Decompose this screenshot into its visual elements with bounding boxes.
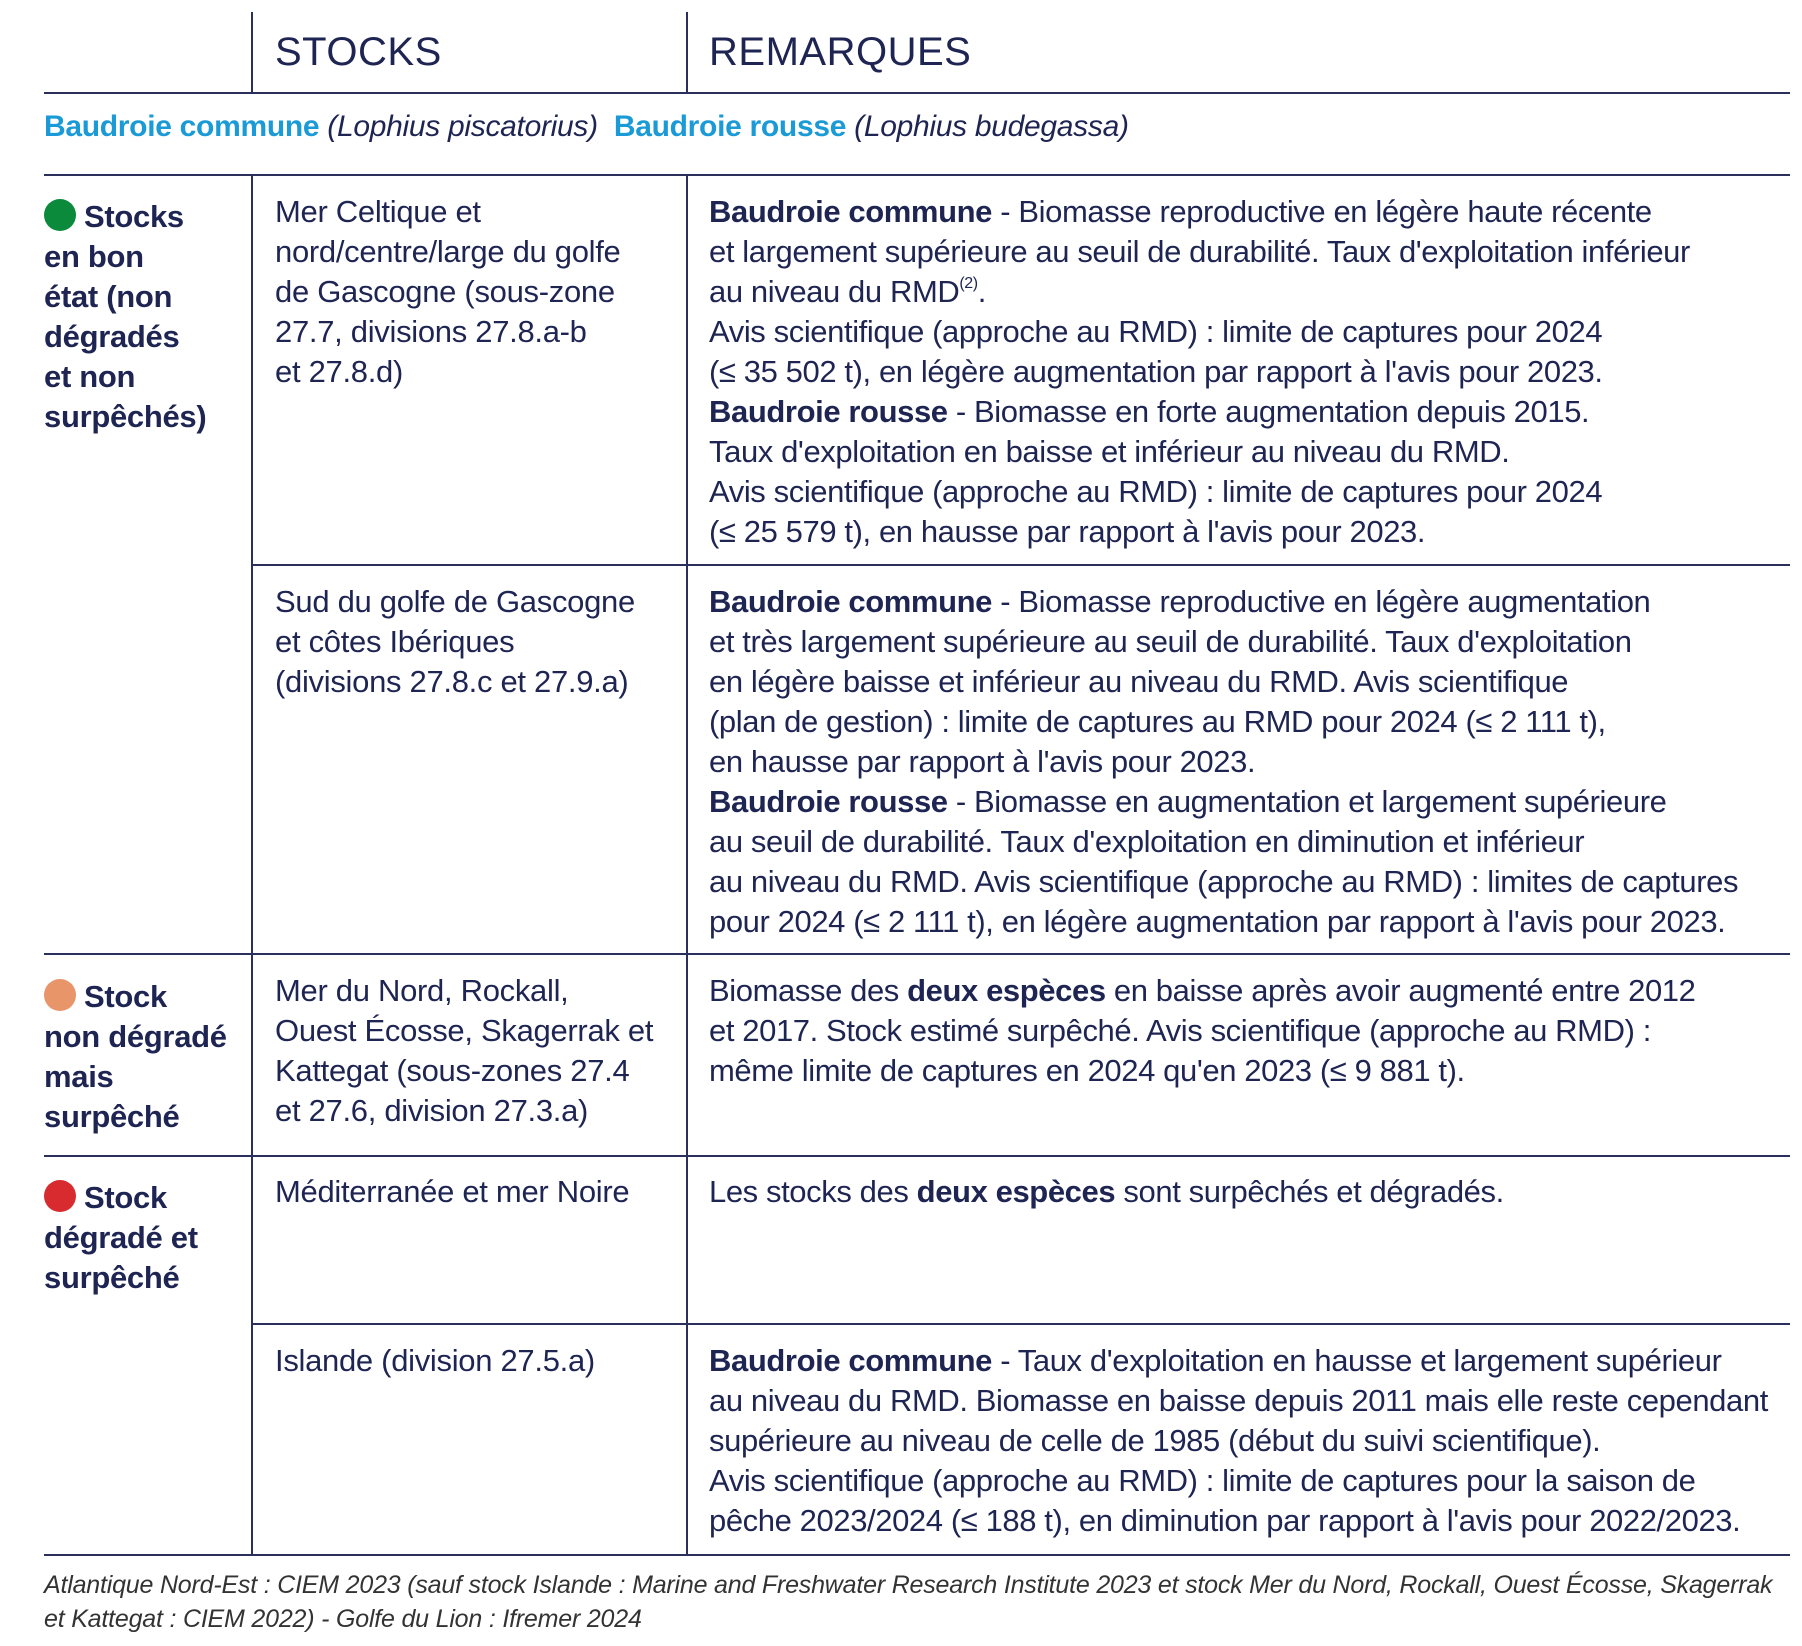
- remark-line: [709, 1461, 1799, 1501]
- status-label: Stocks: [84, 199, 184, 234]
- remark-text: Taux d'exploitation en baisse et inférieur au niveau du RMD.: [709, 434, 1510, 469]
- remark-cell: [709, 1172, 1799, 1212]
- stock-line: et côtes Ibériques: [275, 624, 515, 659]
- remark-text: .: [977, 274, 986, 309]
- stock-cell: [275, 1172, 675, 1212]
- status-line: [44, 977, 244, 1017]
- status-label: Stock: [84, 979, 167, 1014]
- species-a-latin: (Lophius piscatorius): [327, 110, 598, 143]
- species-b-latin: (Lophius budegassa): [854, 110, 1129, 143]
- status-label: en bon: [44, 239, 144, 274]
- status-line: [44, 277, 244, 317]
- remark-text: au niveau du RMD. Biomasse en baisse depuis 2011 mais elle reste cependant: [709, 1383, 1768, 1418]
- stock-line: 27.7, divisions 27.8.a-b: [275, 314, 587, 349]
- remark-line: [709, 862, 1799, 902]
- status-label: surpêché: [44, 1099, 180, 1134]
- remark-line: [709, 1051, 1799, 1091]
- remark-text: Avis scientifique (approche au RMD) : limite de captures pour 2024: [709, 474, 1603, 509]
- divider-col2-body: [686, 174, 688, 1554]
- divider-col1-body: [251, 174, 253, 1554]
- emphasis-text: deux espèces: [907, 973, 1106, 1008]
- stock-line: (divisions 27.8.c et 27.9.a): [275, 664, 629, 699]
- remark-text: Avis scientifique (approche au RMD) : limite de captures pour 2024: [709, 314, 1603, 349]
- status-dot-icon: [44, 1180, 76, 1212]
- remark-cell: [709, 1341, 1799, 1541]
- remark-text: (≤ 35 502 t), en légère augmentation par rapport à l'avis pour 2023.: [709, 354, 1603, 389]
- footnote-ref: (2): [959, 275, 978, 292]
- remark-text: et très largement supérieure au seuil de durabilité. Taux d'exploitation: [709, 624, 1632, 659]
- species-label: Baudroie commune: [709, 1343, 992, 1378]
- stock-line: Mer du Nord, Rockall,: [275, 973, 569, 1008]
- stock-line: et 27.8.d): [275, 354, 403, 389]
- species-label: Baudroie rousse: [709, 394, 948, 429]
- remark-line: [709, 1421, 1799, 1461]
- remark-line: [709, 782, 1799, 822]
- row-rule: [251, 1323, 1790, 1325]
- stock-cell: [275, 971, 675, 1131]
- status-label: non dégradé: [44, 1019, 227, 1054]
- stock-cell: [275, 1341, 675, 1381]
- stock-line: Kattegat (sous-zones 27.4: [275, 1053, 630, 1088]
- remark-line: [709, 232, 1799, 272]
- remark-cell: [709, 971, 1799, 1091]
- stock-line: Islande (division 27.5.a): [275, 1343, 595, 1378]
- stock-line: Ouest Écosse, Skagerrak et: [275, 1013, 654, 1048]
- remark-line: [709, 742, 1799, 782]
- remark-line: [709, 192, 1799, 232]
- remark-line: [709, 512, 1799, 552]
- remark-line: [709, 902, 1799, 942]
- remark-line: [709, 472, 1799, 512]
- remark-line: [709, 312, 1799, 352]
- status-line: [44, 1178, 244, 1218]
- header-rule: [44, 92, 1790, 94]
- status-label: surpêché: [44, 1260, 180, 1295]
- status-line: [44, 197, 244, 237]
- remark-text: au seuil de durabilité. Taux d'exploitation en diminution et inférieur: [709, 824, 1585, 859]
- status-line: [44, 397, 244, 437]
- remark-text: même limite de captures en 2024 qu'en 2023 (≤ 9 881 t).: [709, 1053, 1465, 1088]
- status-dot-icon: [44, 199, 76, 231]
- remark-text: au niveau du RMD. Avis scientifique (approche au RMD) : limites de captures: [709, 864, 1739, 899]
- status-label: dégradé et: [44, 1220, 198, 1255]
- row-rule: [44, 953, 1790, 955]
- status-line: [44, 1218, 244, 1258]
- remark-text: pêche 2023/2024 (≤ 188 t), en diminution par rapport à l'avis pour 2022/2023.: [709, 1503, 1741, 1538]
- status-line: [44, 317, 244, 357]
- species-rule: [44, 174, 1790, 176]
- remark-line: [709, 352, 1799, 392]
- species-label: Baudroie commune: [709, 584, 992, 619]
- species-a-name: Baudroie commune: [44, 110, 320, 143]
- status-label: dégradés: [44, 319, 180, 354]
- species-label: Baudroie commune: [709, 194, 992, 229]
- stock-cell: [275, 582, 675, 702]
- remark-text: Avis scientifique (approche au RMD) : limite de captures pour la saison de: [709, 1463, 1696, 1498]
- species-b-name: Baudroie rousse: [613, 110, 847, 143]
- status-overfished: [44, 977, 244, 1137]
- remark-text: - Biomasse en augmentation et largement supérieure: [947, 784, 1667, 819]
- remark-line: [709, 392, 1799, 432]
- remark-line: [709, 971, 1799, 1011]
- emphasis-text: deux espèces: [916, 1174, 1116, 1209]
- remark-line: [709, 582, 1799, 622]
- species-line: [44, 110, 1129, 144]
- row-rule: [44, 1155, 1790, 1157]
- stock-line: Mer Celtique et: [275, 194, 481, 229]
- stock-line: de Gascogne (sous-zone: [275, 274, 615, 309]
- status-label: Stock: [84, 1180, 167, 1215]
- status-line: [44, 1057, 244, 1097]
- species-label: Baudroie rousse: [709, 784, 948, 819]
- table-bottom-rule: [44, 1554, 1790, 1556]
- remark-text: et 2017. Stock estimé surpêché. Avis scientifique (approche au RMD) :: [709, 1013, 1651, 1048]
- remark-text: supérieure au niveau de celle de 1985 (début du suivi scientifique).: [709, 1423, 1601, 1458]
- remark-text: en hausse par rapport à l'avis pour 2023.: [709, 744, 1256, 779]
- status-line: [44, 357, 244, 397]
- remark-text: sont surpêchés et dégradés.: [1115, 1174, 1504, 1209]
- remark-cell: [709, 192, 1799, 552]
- remark-text: en baisse après avoir augmenté entre 2012: [1105, 973, 1696, 1008]
- remark-line: [709, 622, 1799, 662]
- header-stocks: STOCKS: [275, 30, 442, 74]
- status-line: [44, 237, 244, 277]
- row-rule: [251, 564, 1790, 566]
- remark-line: [709, 1172, 1799, 1212]
- status-label: et non: [44, 359, 136, 394]
- remark-line: [709, 432, 1799, 472]
- remark-line: [709, 1341, 1799, 1381]
- remark-text: - Biomasse en forte augmentation depuis 2015.: [947, 394, 1590, 429]
- status-line: [44, 1017, 244, 1057]
- status-good: [44, 197, 244, 437]
- status-label: mais: [44, 1059, 114, 1094]
- remark-line: [709, 702, 1799, 742]
- remark-line: [709, 822, 1799, 862]
- remark-line: [709, 272, 1799, 312]
- divider-col2-header: [686, 12, 688, 92]
- status-line: [44, 1258, 244, 1298]
- stock-line: Sud du golfe de Gascogne: [275, 584, 635, 619]
- header-remarques: REMARQUES: [709, 30, 972, 74]
- stock-cell: [275, 192, 675, 392]
- remark-text: et largement supérieure au seuil de durabilité. Taux d'exploitation inférieur: [709, 234, 1690, 269]
- stock-line: Méditerranée et mer Noire: [275, 1174, 630, 1209]
- status-label: surpêchés): [44, 399, 207, 434]
- remark-line: [709, 1501, 1799, 1541]
- remark-text: Les stocks des: [709, 1174, 917, 1209]
- remark-text: - Biomasse reproductive en légère augmentation: [991, 584, 1651, 619]
- remark-line: [709, 1011, 1799, 1051]
- remark-line: [709, 1381, 1799, 1421]
- status-label: état (non: [44, 279, 173, 314]
- status-degraded: [44, 1178, 244, 1298]
- remark-text: en légère baisse et inférieur au niveau du RMD. Avis scientifique: [709, 664, 1569, 699]
- remark-text: au niveau du RMD: [709, 274, 960, 309]
- source-note: Atlantique Nord-Est : CIEM 2023 (sauf stock Islande : Marine and Freshwater Research Institute 2023 et stock Mer du Nord, Rockall, Ouest Écosse, Skagerrak et Kattegat : CIEM 2022) - Golfe du Lion : Ifremer 2024: [44, 1571, 1773, 1633]
- status-dot-icon: [44, 979, 76, 1011]
- remark-line: [709, 662, 1799, 702]
- remark-text: - Taux d'exploitation en hausse et largement supérieur: [991, 1343, 1722, 1378]
- remark-text: (plan de gestion) : limite de captures au RMD pour 2024 (≤ 2 111 t),: [709, 704, 1606, 739]
- stock-line: nord/centre/large du golfe: [275, 234, 621, 269]
- divider-col1-header: [251, 12, 253, 92]
- stock-line: et 27.6, division 27.3.a): [275, 1093, 589, 1128]
- status-line: [44, 1097, 244, 1137]
- remark-text: - Biomasse reproductive en légère haute récente: [991, 194, 1652, 229]
- remark-cell: [709, 582, 1799, 942]
- remark-text: Biomasse des: [709, 973, 908, 1008]
- remark-text: (≤ 25 579 t), en hausse par rapport à l'avis pour 2023.: [709, 514, 1426, 549]
- remark-text: pour 2024 (≤ 2 111 t), en légère augmentation par rapport à l'avis pour 2023.: [709, 904, 1726, 939]
